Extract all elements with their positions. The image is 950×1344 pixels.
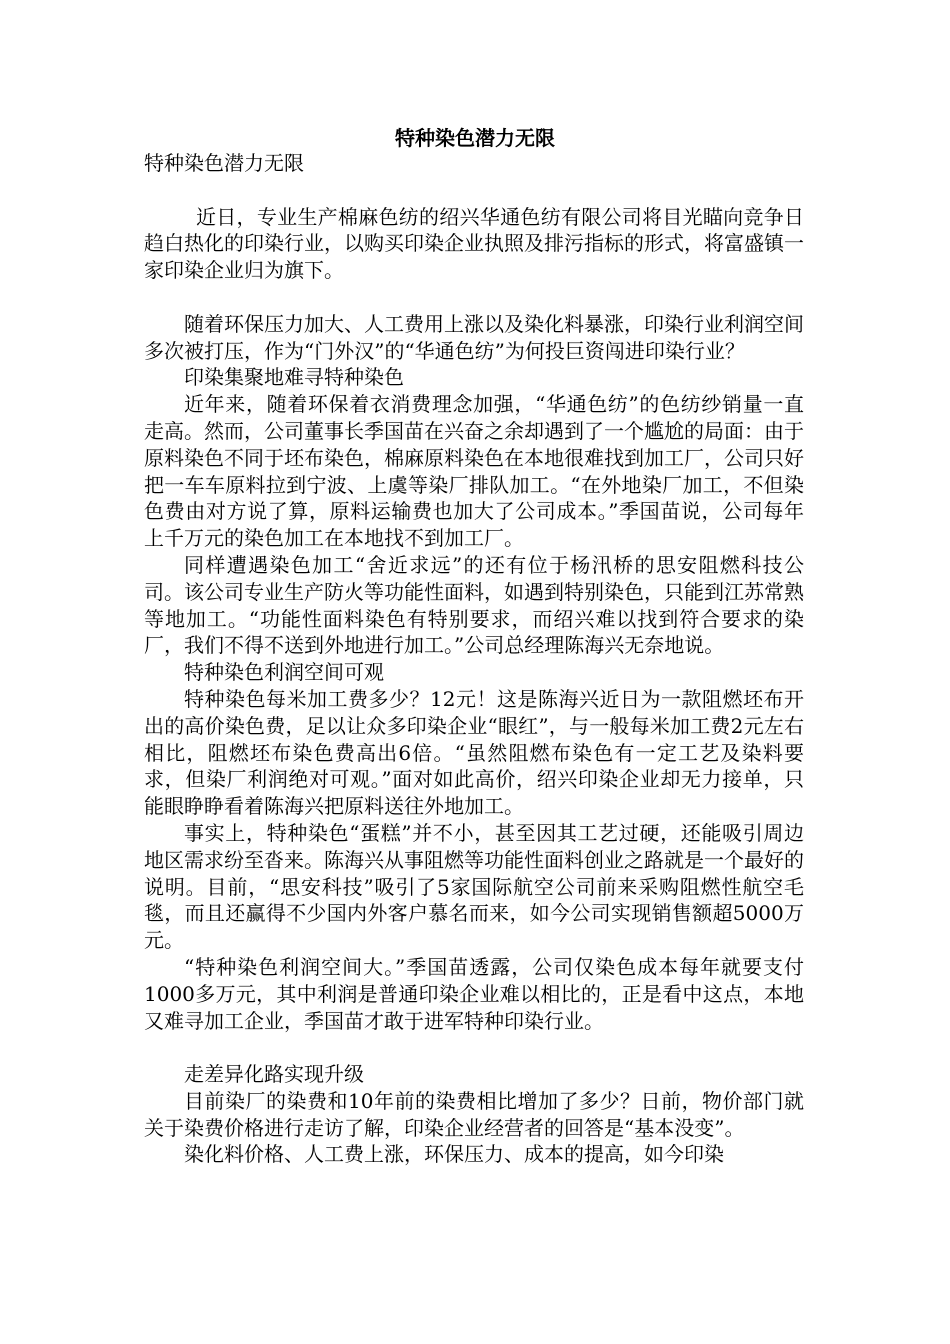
paragraph: “特种染色利润空间大。”季国苗透露，公司仅染色成本每年就要支付1000多万元，其中利润是普通印染企业难以相比的，正是看中这点，本地又难寻加工企业，季国苗才敢于进军特种印染行业。 — [144, 954, 804, 1033]
document-body — [144, 150, 804, 1168]
paragraph: 事实上，特种染色“蛋糕”并不小，甚至因其工艺过硬，还能吸引周边地区需求纷至沓来。陈海兴从事阻燃等功能性面料创业之路就是一个最好的说明。目前，“思安科技”吸引了5家国际航空公司前来采购阻燃性航空毛毯，而且还赢得不少国内外客户慕名而来，如今公司实现销售额超5000万元。 — [144, 820, 804, 953]
section-heading: 走差异化路实现升级 — [184, 1062, 364, 1087]
paragraph-intro: 近日，专业生产棉麻色纺的绍兴华通色纺有限公司将目光瞄向竞争日趋白热化的印染行业，以购买印染企业执照及排污指标的形式，将富盛镇一家印染企业归为旗下。 — [144, 204, 804, 283]
blank-line — [144, 1034, 804, 1061]
document-title: 特种染色潜力无限 — [395, 126, 555, 150]
section-heading: 特种染色利润空间可观 — [184, 660, 384, 685]
paragraph: 随着环保压力加大、人工费用上涨以及染化料暴涨，印染行业利润空间多次被打压，作为“门外汉”的“华通色纺”为何投巨资闯进印染行业？ — [144, 311, 804, 363]
paragraph: 目前染厂的染费和10年前的染费相比增加了多少？日前，物价部门就关于染费价格进行走访了解，印染企业经营者的回答是“基本没变”。 — [144, 1088, 804, 1140]
paragraph: 同样遭遇染色加工“舍近求远”的还有位于杨汛桥的思安阻燃科技公司。该公司专业生产防火等功能性面料，如遇到特别染色，只能到江苏常熟等地加工。“功能性面料染色有特别要求，而绍兴难以找到符合要求的染厂，我们不得不送到外地进行加工。”公司总经理陈海兴无奈地说。 — [144, 552, 804, 658]
paragraph: 染化料价格、人工费上涨，环保压力、成本的提高，如今印染 — [184, 1142, 724, 1167]
blank-line — [144, 177, 804, 204]
document-subtitle: 特种染色潜力无限 — [144, 151, 304, 175]
blank-line — [144, 284, 804, 311]
paragraph: 近年来，随着环保着衣消费理念加强，“华通色纺”的色纺纱销量一直走高。然而，公司董事长季国苗在兴奋之余却遇到了一个尴尬的局面：由于原料染色不同于坯布染色，棉麻原料染色在本地很难找到加工厂，公司只好把一车车原料拉到宁波、上虞等染厂排队加工。“在外地染厂加工，不但染色费由对方说了算，原料运输费也加大了公司成本。”季国苗说，公司每年上千万元的染色加工在本地找不到加工厂。 — [144, 392, 804, 551]
section-heading: 印染集聚地难寻特种染色 — [184, 365, 404, 390]
paragraph: 特种染色每米加工费多少？12元！这是陈海兴近日为一款阻燃坯布开出的高价染色费，足以让众多印染企业“眼红”，与一般每米加工费2元左右相比，阻燃坯布染色费高出6倍。“虽然阻燃布染色有一定工艺及染料要求，但染厂利润绝对可观。”面对如此高价，绍兴印染企业却无力接单，只能眼睁睁看着陈海兴把原料送往外地加工。 — [144, 686, 804, 819]
